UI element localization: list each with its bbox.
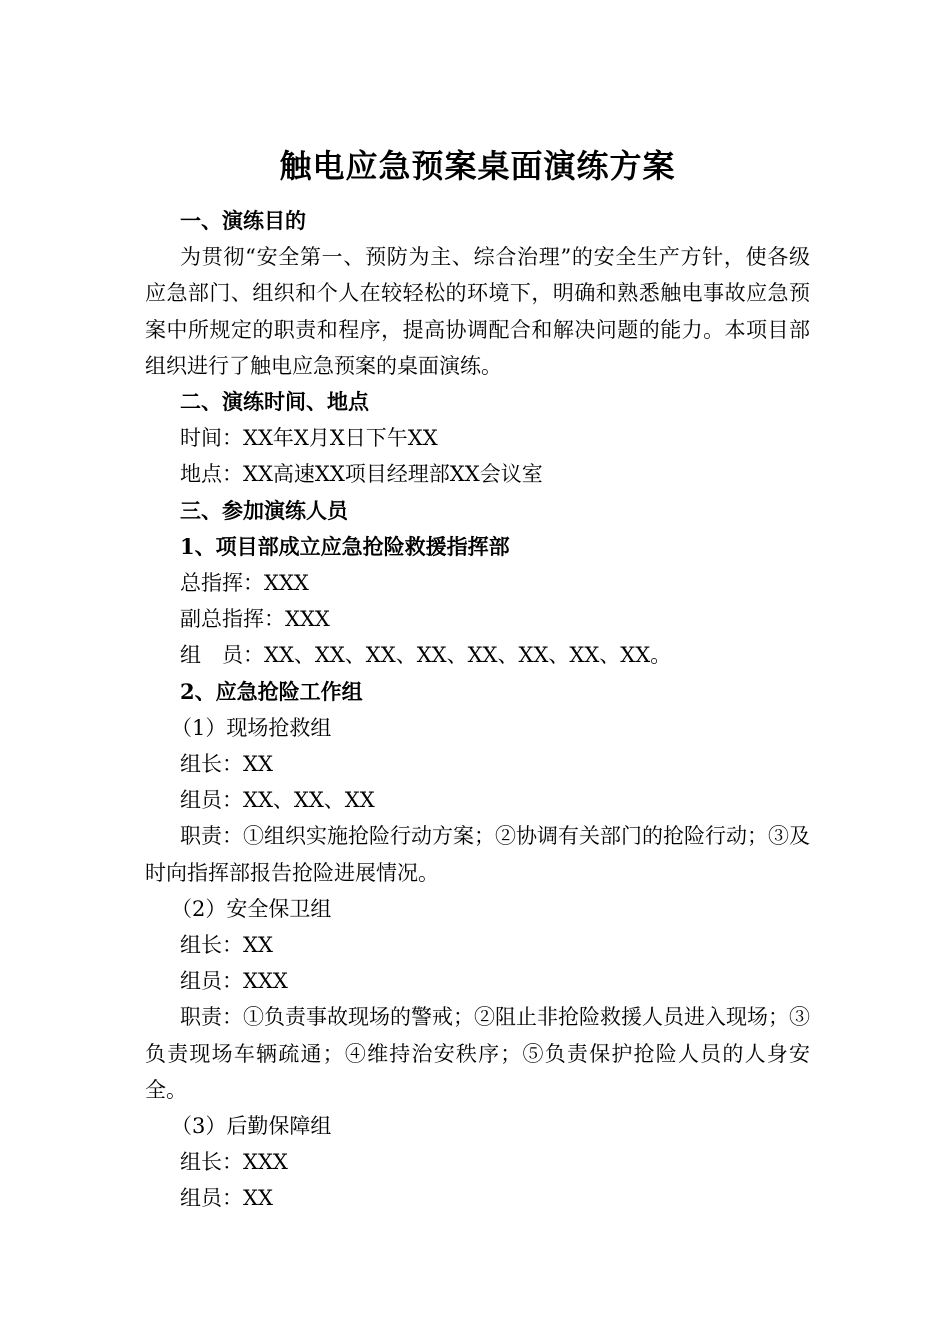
group-name-logistics: （3）后勤保障组: [171, 1114, 332, 1139]
group-leader-rescue: 组长：XX: [180, 752, 273, 777]
place-line: 地点：XX高速XX项目经理部XX会议室: [180, 462, 543, 487]
group-name-security: （2）安全保卫组: [171, 896, 332, 921]
purpose-paragraph: 为贯彻“安全第一、预防为主、综合治理”的安全生产方针，使各级应急部门、组织和个人在较轻松的环境下，明确和熟悉触电事故应急预案中所规定的职责和程序，提高协调配合和解决问题的能力。本项目部组织进行了触电应急预案的桌面演练。: [145, 245, 810, 378]
section-heading-purpose: 一、演练目的: [180, 208, 306, 233]
group-duty-security: 职责：①负责事故现场的警戒；②阻止非抢险救援人员进入现场；③负责现场车辆疏通；④维持治安秩序；⑤负责保护抢险人员的人身安全。: [145, 1005, 810, 1102]
deputy-commander-line: 副总指挥：XXX: [180, 607, 330, 632]
group-members-security: 组员：XXX: [180, 969, 288, 994]
section-heading-time-place: 二、演练时间、地点: [180, 389, 369, 415]
subsection-heading-command: 1、项目部成立应急抢险救援指挥部: [180, 533, 510, 559]
time-line: 时间：XX年X月X日下午XX: [180, 426, 438, 451]
command-members-line: 组 员：XX、XX、XX、XX、XX、XX、XX、XX。: [180, 643, 672, 668]
section-heading-participants: 三、参加演练人员: [180, 497, 348, 523]
group-members-rescue: 组员：XX、XX、XX: [180, 788, 375, 813]
group-name-rescue: （1）现场抢救组: [171, 715, 332, 740]
document-title: 触电应急预案桌面演练方案: [279, 147, 676, 185]
group-members-logistics: 组员：XX: [180, 1186, 273, 1211]
subsection-heading-work-groups: 2、应急抢险工作组: [180, 678, 363, 704]
group-duty-rescue: 职责：①组织实施抢险行动方案；②协调有关部门的抢险行动；③及时向指挥部报告抢险进展情况。: [145, 824, 810, 885]
group-leader-security: 组长：XX: [180, 933, 273, 958]
group-leader-logistics: 组长：XXX: [180, 1150, 288, 1175]
commander-line: 总指挥：XXX: [180, 571, 309, 596]
